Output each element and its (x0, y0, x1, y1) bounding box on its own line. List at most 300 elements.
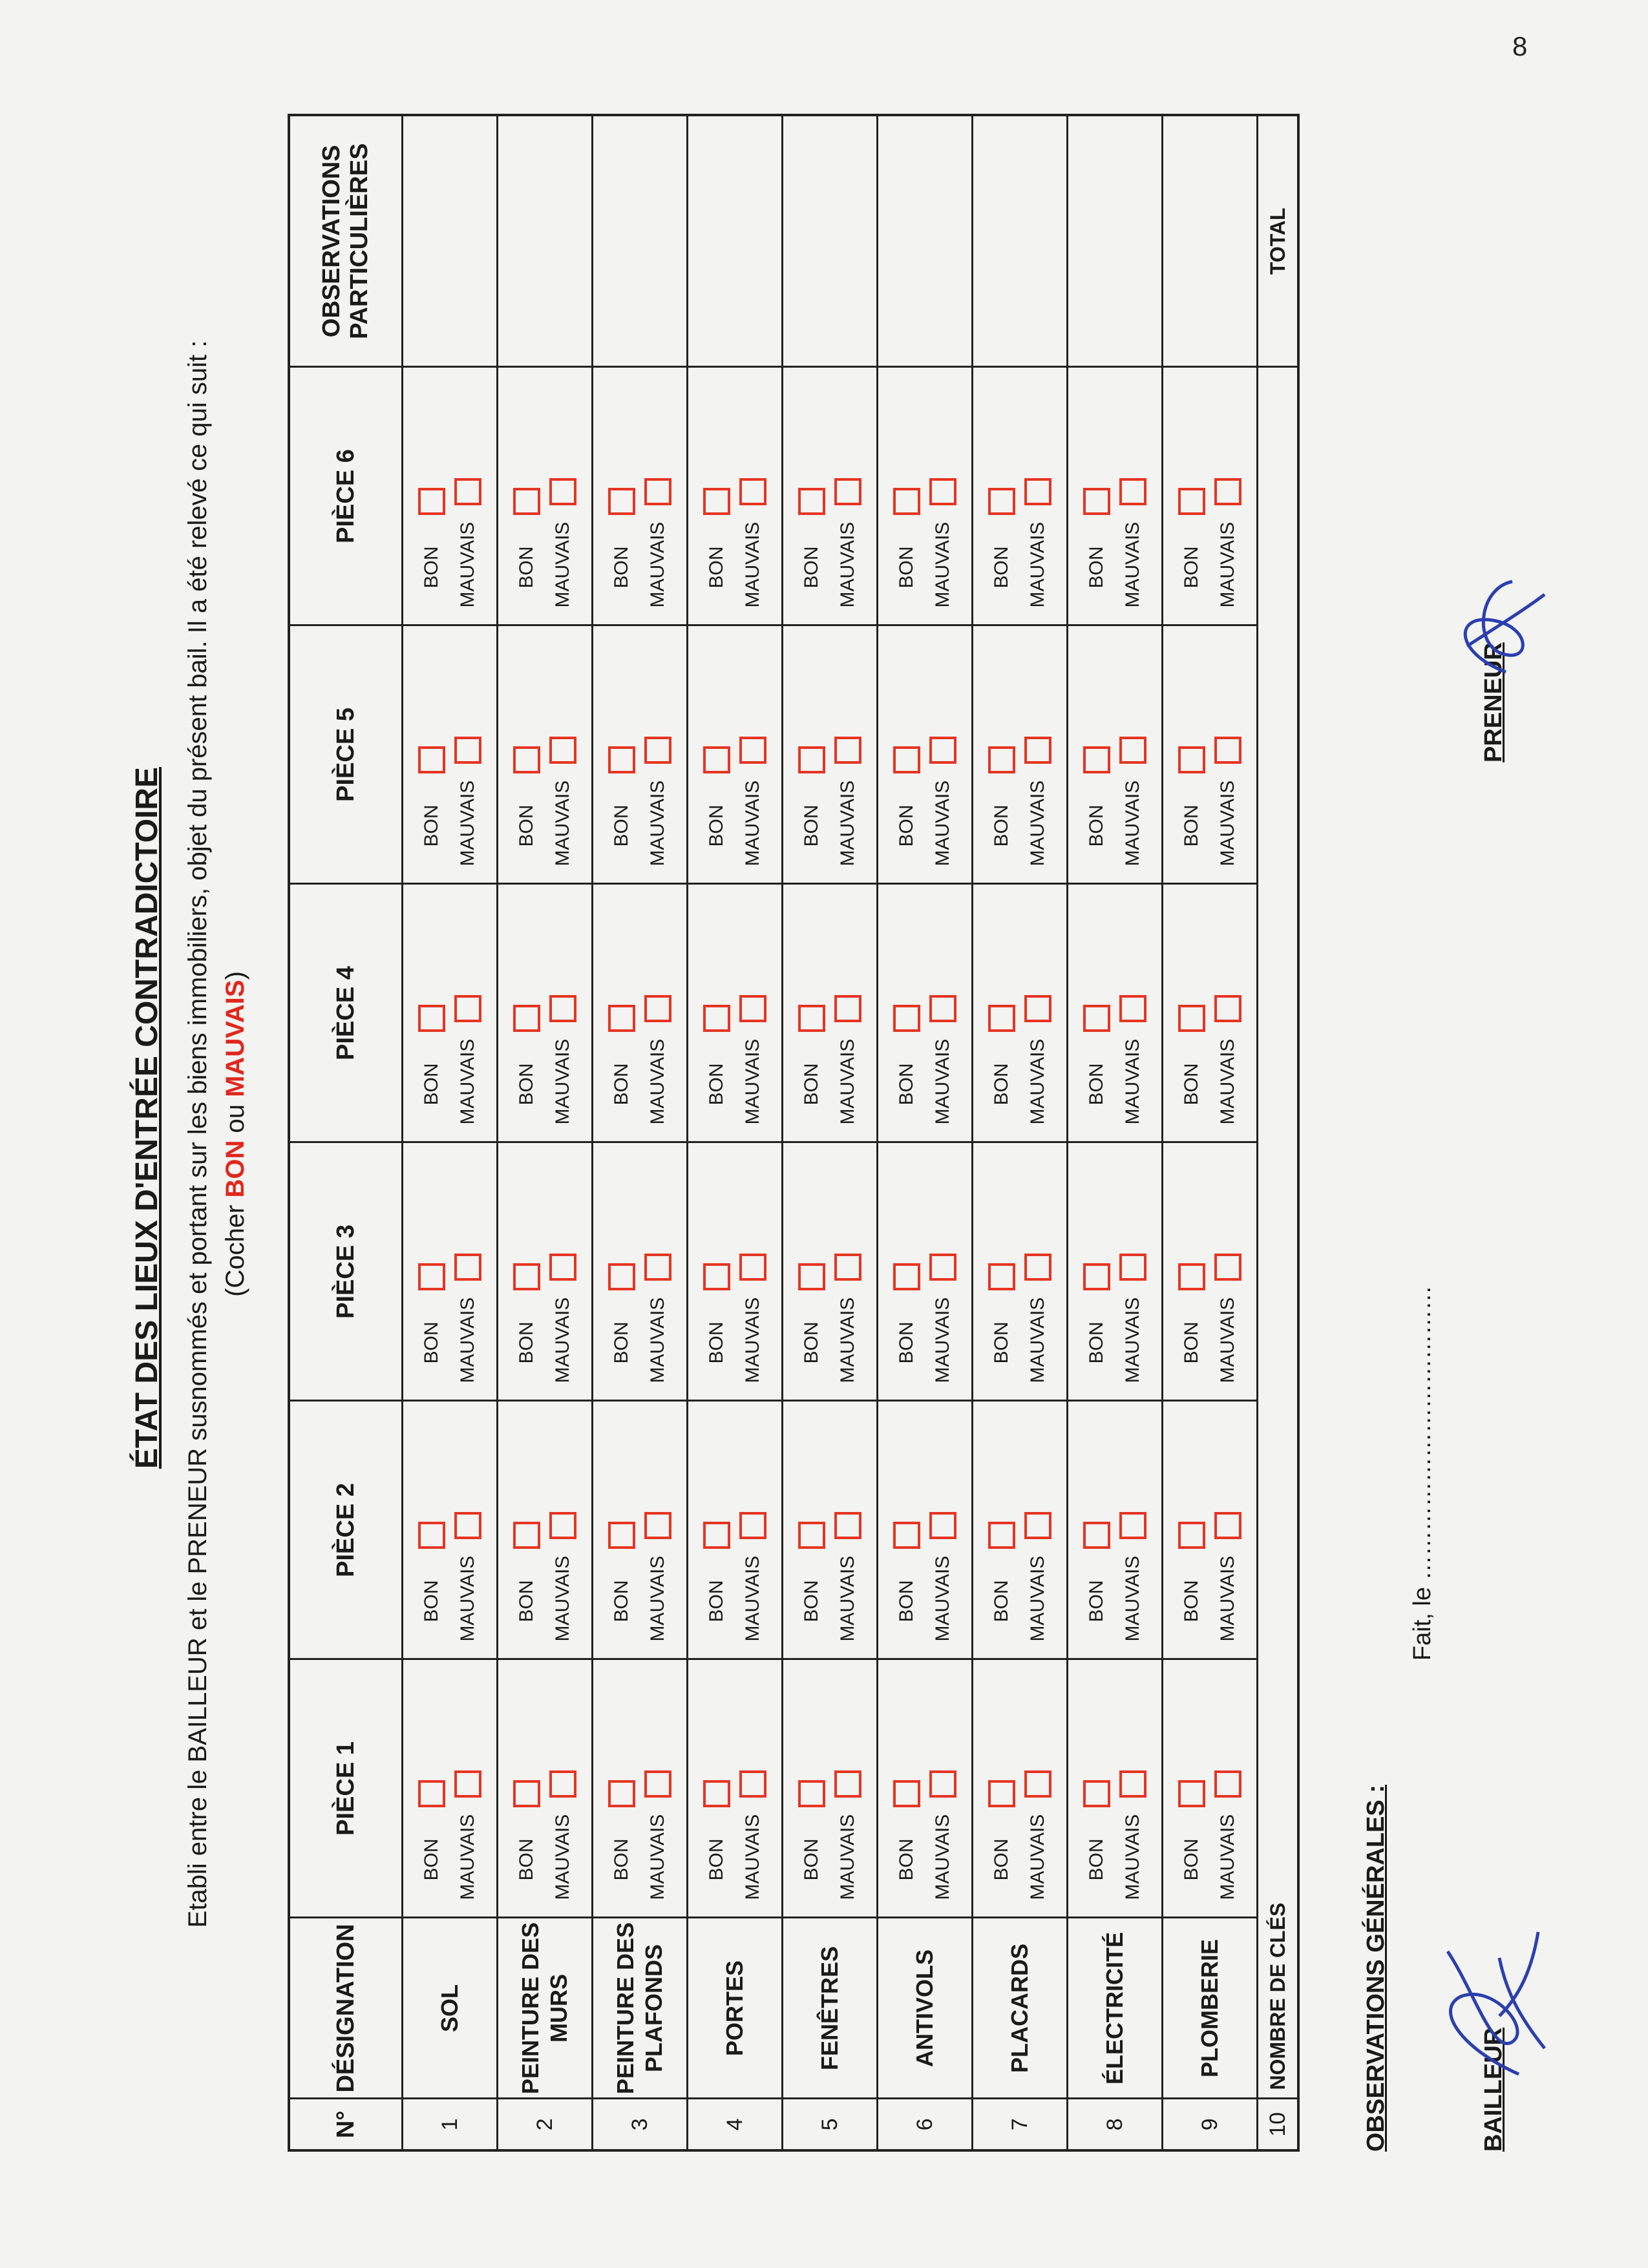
mauvais-option (1020, 1661, 1056, 1917)
bon-option (509, 627, 545, 883)
bon-option (414, 885, 450, 1142)
observations-cell[interactable] (1163, 115, 1258, 367)
piece-5-cell (1068, 625, 1163, 884)
mauvais-option (1210, 885, 1246, 1142)
mauvais-checkbox[interactable] (1214, 995, 1241, 1022)
piece-1-cell (498, 1659, 593, 1918)
bon-checkbox[interactable] (608, 488, 635, 515)
mauvais-label: MAUVAIS (457, 1038, 478, 1125)
piece-5-cell (498, 625, 593, 884)
bon-label: BON (611, 1063, 632, 1106)
bon-checkbox[interactable] (893, 1263, 920, 1290)
bon-checkbox[interactable] (1083, 1522, 1110, 1549)
instruction-prefix: (Cocher (221, 1204, 249, 1297)
bon-checkbox[interactable] (988, 746, 1015, 773)
mauvais-checkbox[interactable] (549, 995, 576, 1022)
bon-label: BON (801, 1063, 822, 1106)
bon-option (699, 627, 735, 883)
mauvais-label: MAUVAIS (552, 1814, 573, 1900)
mauvais-label: MAUVAIS (742, 1555, 763, 1642)
bon-label: BON (1181, 546, 1202, 589)
mauvais-label: MAUVAIS (1122, 1297, 1143, 1383)
bon-checkbox[interactable] (988, 1522, 1015, 1549)
bon-option (604, 1661, 640, 1917)
bon-checkbox[interactable] (513, 1263, 540, 1290)
row-number: 8 (1068, 2099, 1163, 2150)
mauvais-label: MAUVAIS (1217, 1814, 1238, 1900)
keys-row-label: NOMBRE DE CLÉS (1258, 367, 1299, 2099)
mauvais-checkbox[interactable] (1119, 1512, 1146, 1539)
mauvais-option (735, 1661, 771, 1917)
bon-option (699, 1661, 735, 1917)
mauvais-checkbox[interactable] (1119, 995, 1146, 1022)
bon-option (1174, 368, 1210, 625)
table-row (1068, 115, 1163, 2150)
bon-checkbox[interactable] (513, 1005, 540, 1032)
mauvais-checkbox[interactable] (454, 737, 481, 764)
bon-option (889, 1144, 925, 1400)
mauvais-checkbox[interactable] (929, 1254, 956, 1281)
mauvais-checkbox[interactable] (1024, 1770, 1051, 1798)
mauvais-label: MAUVAIS (457, 521, 478, 608)
bon-label: BON (896, 1838, 917, 1881)
mauvais-option (1115, 368, 1151, 625)
bon-checkbox[interactable] (1178, 488, 1205, 515)
bon-checkbox[interactable] (703, 1522, 730, 1549)
bon-option (414, 627, 450, 883)
mauvais-checkbox[interactable] (1024, 1254, 1051, 1281)
instruction-mauvais: MAUVAIS (221, 980, 249, 1097)
bon-checkbox[interactable] (608, 1005, 635, 1032)
bon-checkbox[interactable] (893, 1780, 920, 1807)
mauvais-checkbox[interactable] (1214, 1512, 1241, 1539)
bon-label: BON (421, 1838, 442, 1881)
mauvais-option (735, 627, 771, 883)
mauvais-label: MAUVAIS (932, 1297, 953, 1383)
mauvais-label: MAUVAIS (837, 1038, 858, 1125)
mauvais-label: MAUVAIS (552, 780, 573, 866)
mauvais-checkbox[interactable] (739, 995, 766, 1022)
mauvais-option (1115, 1402, 1151, 1659)
mauvais-checkbox[interactable] (1024, 995, 1051, 1022)
row-number: 1 (403, 2099, 498, 2150)
mauvais-label: MAUVAIS (932, 1038, 953, 1125)
row-designation: PEINTURE DES MURS (498, 1918, 593, 2099)
bon-label: BON (991, 804, 1012, 847)
header-num: N° (289, 2099, 403, 2150)
bon-option (699, 885, 735, 1142)
mauvais-checkbox[interactable] (834, 1512, 861, 1539)
bon-checkbox[interactable] (893, 746, 920, 773)
bon-label: BON (801, 546, 822, 589)
mauvais-checkbox[interactable] (1119, 1254, 1146, 1281)
piece-6-cell (783, 367, 878, 625)
row-designation: PLACARDS (973, 1918, 1068, 2099)
bon-checkbox[interactable] (1083, 1005, 1110, 1032)
bon-label: BON (611, 804, 632, 847)
piece-4-cell (403, 884, 498, 1142)
row-designation: ANTIVOLS (878, 1918, 973, 2099)
bon-checkbox[interactable] (1083, 1263, 1110, 1290)
bon-checkbox[interactable] (1178, 1263, 1205, 1290)
bon-checkbox[interactable] (798, 746, 825, 773)
bon-checkbox[interactable] (608, 1522, 635, 1549)
table-header-row (289, 115, 403, 2150)
bon-checkbox[interactable] (418, 1522, 445, 1549)
bon-label: BON (421, 1321, 442, 1364)
bon-label: BON (421, 1580, 442, 1622)
mauvais-checkbox[interactable] (549, 737, 576, 764)
piece-3-cell (1163, 1142, 1258, 1401)
mauvais-checkbox[interactable] (644, 995, 671, 1022)
bon-option (794, 627, 830, 883)
piece-6-cell (593, 367, 688, 625)
mauvais-checkbox[interactable] (644, 737, 671, 764)
table-row (973, 115, 1068, 2150)
bon-option (699, 1144, 735, 1400)
mauvais-label: MAUVAIS (742, 521, 763, 608)
mauvais-checkbox[interactable] (454, 1512, 481, 1539)
mauvais-checkbox[interactable] (644, 478, 671, 505)
mauvais-option (830, 1144, 866, 1400)
mauvais-checkbox[interactable] (644, 1254, 671, 1281)
bon-label: BON (706, 804, 727, 847)
bon-option (509, 885, 545, 1142)
bon-checkbox[interactable] (513, 746, 540, 773)
header-piece-1: PIÈCE 1 (289, 1659, 403, 1918)
bon-option (889, 627, 925, 883)
bon-checkbox[interactable] (1083, 488, 1110, 515)
bon-checkbox[interactable] (608, 746, 635, 773)
piece-5-cell (973, 625, 1068, 884)
mauvais-option (830, 885, 866, 1142)
piece-5-cell (593, 625, 688, 884)
mauvais-checkbox[interactable] (929, 1770, 956, 1798)
piece-3-cell (783, 1142, 878, 1401)
bon-option (794, 885, 830, 1142)
bon-checkbox[interactable] (1083, 1780, 1110, 1807)
bon-checkbox[interactable] (418, 1263, 445, 1290)
mauvais-option (830, 627, 866, 883)
bon-checkbox[interactable] (988, 488, 1015, 515)
bon-checkbox[interactable] (798, 1522, 825, 1549)
row-number: 5 (783, 2099, 878, 2150)
mauvais-checkbox[interactable] (644, 1512, 671, 1539)
mauvais-checkbox[interactable] (834, 1254, 861, 1281)
bon-checkbox[interactable] (988, 1005, 1015, 1032)
row-designation: PORTES (688, 1918, 783, 2099)
observations-cell[interactable] (593, 115, 688, 367)
row-number: 6 (878, 2099, 973, 2150)
bon-checkbox[interactable] (893, 1005, 920, 1032)
mauvais-option (1210, 1661, 1246, 1917)
mauvais-option (450, 1661, 486, 1917)
mauvais-label: MAUVAIS (932, 1555, 953, 1642)
bon-label: BON (611, 1321, 632, 1364)
mauvais-checkbox[interactable] (739, 1254, 766, 1281)
bon-label: BON (1086, 546, 1107, 589)
bon-option (604, 627, 640, 883)
bon-checkbox[interactable] (893, 1522, 920, 1549)
header-piece-3: PIÈCE 3 (289, 1142, 403, 1401)
bon-label: BON (896, 1580, 917, 1622)
bon-option (794, 1661, 830, 1917)
mauvais-checkbox[interactable] (549, 1254, 576, 1281)
mauvais-option (450, 627, 486, 883)
bon-label: BON (896, 1063, 917, 1106)
bon-checkbox[interactable] (1083, 746, 1110, 773)
piece-4-cell (1163, 884, 1258, 1142)
bon-checkbox[interactable] (1178, 746, 1205, 773)
bon-checkbox[interactable] (418, 746, 445, 773)
piece-6-cell (403, 367, 498, 625)
mauvais-label: MAUVAIS (1217, 1297, 1238, 1383)
bon-label: BON (991, 1580, 1012, 1622)
bon-option (1079, 368, 1115, 625)
bon-option (889, 1661, 925, 1917)
mauvais-checkbox[interactable] (1024, 1512, 1051, 1539)
header-piece-4: PIÈCE 4 (289, 884, 403, 1142)
piece-2-cell (783, 1401, 878, 1659)
mauvais-label: MAUVAIS (742, 1297, 763, 1383)
bon-checkbox[interactable] (608, 1780, 635, 1807)
row-number: 2 (498, 2099, 593, 2150)
piece-4-cell (783, 884, 878, 1142)
keys-row-num: 10 (1258, 2099, 1299, 2150)
piece-4-cell (498, 884, 593, 1142)
bon-option (509, 1402, 545, 1659)
mauvais-label: MAUVAIS (837, 1555, 858, 1642)
rotated-form (116, 116, 1570, 2152)
mauvais-label: MAUVAIS (647, 780, 668, 866)
page-number: 8 (1512, 31, 1528, 61)
bon-label: BON (991, 1063, 1012, 1106)
bon-label: BON (706, 1580, 727, 1622)
bon-checkbox[interactable] (703, 1263, 730, 1290)
bon-option (509, 368, 545, 625)
mauvais-label: MAUVAIS (742, 1814, 763, 1900)
mauvais-option (640, 885, 676, 1142)
bon-checkbox[interactable] (513, 488, 540, 515)
bon-option (1174, 1661, 1210, 1917)
mauvais-checkbox[interactable] (549, 1512, 576, 1539)
mauvais-option (830, 368, 866, 625)
bon-option (984, 885, 1020, 1142)
bon-checkbox[interactable] (418, 1780, 445, 1807)
bon-checkbox[interactable] (703, 488, 730, 515)
piece-5-cell (688, 625, 783, 884)
mauvais-checkbox[interactable] (1119, 737, 1146, 764)
row-number: 3 (593, 2099, 688, 2150)
bon-option (1174, 627, 1210, 883)
bon-checkbox[interactable] (798, 488, 825, 515)
mauvais-checkbox[interactable] (1119, 1770, 1146, 1798)
instruction-text (221, 116, 250, 2152)
piece-3-cell (498, 1142, 593, 1401)
bon-checkbox[interactable] (1178, 1780, 1205, 1807)
mauvais-option (1020, 885, 1056, 1142)
mauvais-label: MAUVAIS (742, 1038, 763, 1125)
bon-label: BON (801, 1321, 822, 1364)
piece-1-cell (1068, 1659, 1163, 1918)
mauvais-checkbox[interactable] (739, 1512, 766, 1539)
piece-5-cell (403, 625, 498, 884)
intro-text: Etabli entre le BAILLEUR et le PRENEUR susnommés et portant sur les biens immobiliers, objet du présent bail. Il a été relevé ce qui suit : (184, 340, 212, 1928)
table-body (403, 115, 1299, 2150)
piece-6-cell (973, 367, 1068, 625)
bon-checkbox[interactable] (703, 1780, 730, 1807)
bon-option (604, 1144, 640, 1400)
bon-label: BON (896, 804, 917, 847)
bon-option (509, 1144, 545, 1400)
bon-option (604, 1402, 640, 1659)
bon-checkbox[interactable] (798, 1263, 825, 1290)
row-designation: FENÊTRES (783, 1918, 878, 2099)
mauvais-checkbox[interactable] (1214, 1254, 1241, 1281)
mauvais-label: MAUVAIS (932, 1814, 953, 1900)
bon-checkbox[interactable] (513, 1522, 540, 1549)
header-piece-5: PIÈCE 5 (289, 625, 403, 884)
mauvais-label: MAUVAIS (1027, 1038, 1048, 1125)
bon-label: BON (516, 1838, 537, 1881)
mauvais-label: MAUVAIS (1027, 1814, 1048, 1900)
bon-label: BON (801, 1580, 822, 1622)
table-row (688, 115, 783, 2150)
mauvais-checkbox[interactable] (454, 1770, 481, 1798)
mauvais-checkbox[interactable] (834, 737, 861, 764)
piece-5-cell (878, 625, 973, 884)
mauvais-checkbox[interactable] (1119, 478, 1146, 505)
bon-option (984, 1402, 1020, 1659)
mauvais-option (925, 885, 961, 1142)
mauvais-label: MAUVAIS (742, 780, 763, 866)
bon-option (414, 1661, 450, 1917)
mauvais-checkbox[interactable] (1214, 478, 1241, 505)
bon-checkbox[interactable] (988, 1780, 1015, 1807)
bon-checkbox[interactable] (1178, 1005, 1205, 1032)
bon-option (794, 368, 830, 625)
bon-option (1079, 1402, 1115, 1659)
mauvais-checkbox[interactable] (739, 1770, 766, 1798)
mauvais-label: MAUVAIS (1217, 1038, 1238, 1125)
bon-checkbox[interactable] (513, 1780, 540, 1807)
mauvais-checkbox[interactable] (834, 995, 861, 1022)
mauvais-checkbox[interactable] (739, 737, 766, 764)
piece-2-cell (973, 1401, 1068, 1659)
piece-6-cell (498, 367, 593, 625)
piece-1-cell (973, 1659, 1068, 1918)
observations-cell[interactable] (783, 115, 878, 367)
mauvais-option (640, 1402, 676, 1659)
observations-cell[interactable] (403, 115, 498, 367)
bon-checkbox[interactable] (798, 1005, 825, 1032)
mauvais-checkbox[interactable] (929, 995, 956, 1022)
mauvais-label: MAUVAIS (1217, 1555, 1238, 1642)
bon-checkbox[interactable] (1178, 1522, 1205, 1549)
mauvais-option (640, 627, 676, 883)
mauvais-checkbox[interactable] (454, 478, 481, 505)
mauvais-option (640, 368, 676, 625)
bon-label: BON (801, 1838, 822, 1881)
bon-label: BON (801, 804, 822, 847)
piece-2-cell (1163, 1401, 1258, 1659)
observations-cell[interactable] (498, 115, 593, 367)
mauvais-label: MAUVAIS (1122, 780, 1143, 866)
bon-checkbox[interactable] (798, 1780, 825, 1807)
piece-4-cell (593, 884, 688, 1142)
mauvais-option (545, 885, 581, 1142)
piece-1-cell (878, 1659, 973, 1918)
bon-label: BON (1181, 1838, 1202, 1881)
mauvais-label: MAUVAIS (837, 1297, 858, 1383)
mauvais-option (925, 1144, 961, 1400)
mauvais-checkbox[interactable] (739, 478, 766, 505)
piece-6-cell (688, 367, 783, 625)
bon-option (889, 368, 925, 625)
bon-option (1079, 627, 1115, 883)
bon-checkbox[interactable] (703, 746, 730, 773)
observations-cell[interactable] (688, 115, 783, 367)
bon-checkbox[interactable] (988, 1263, 1015, 1290)
mauvais-label: MAUVAIS (1027, 780, 1048, 866)
row-designation: PEINTURE DES PLAFONDS (593, 1918, 688, 2099)
bon-option (604, 368, 640, 625)
mauvais-checkbox[interactable] (454, 1254, 481, 1281)
observations-cell[interactable] (1068, 115, 1163, 367)
mauvais-option (450, 1144, 486, 1400)
piece-3-cell (973, 1142, 1068, 1401)
row-number: 9 (1163, 2099, 1258, 2150)
mauvais-option (450, 1402, 486, 1659)
mauvais-checkbox[interactable] (929, 1512, 956, 1539)
observations-cell[interactable] (878, 115, 973, 367)
bon-option (1174, 885, 1210, 1142)
mauvais-option (1210, 627, 1246, 883)
table-row (783, 115, 878, 2150)
mauvais-checkbox[interactable] (549, 1770, 576, 1798)
mauvais-checkbox[interactable] (1214, 1770, 1241, 1798)
mauvais-label: MAUVAIS (457, 1297, 478, 1383)
mauvais-checkbox[interactable] (1214, 737, 1241, 764)
bon-option (984, 1661, 1020, 1917)
bon-label: BON (1181, 804, 1202, 847)
piece-1-cell (783, 1659, 878, 1918)
bon-checkbox[interactable] (608, 1263, 635, 1290)
observations-cell[interactable] (973, 115, 1068, 367)
mauvais-checkbox[interactable] (549, 478, 576, 505)
bon-label: BON (611, 1838, 632, 1881)
mauvais-checkbox[interactable] (454, 995, 481, 1022)
bon-checkbox[interactable] (893, 488, 920, 515)
bon-label: BON (706, 546, 727, 589)
bon-checkbox[interactable] (703, 1005, 730, 1032)
mauvais-label: MAUVAIS (457, 780, 478, 866)
mauvais-checkbox[interactable] (834, 478, 861, 505)
mauvais-checkbox[interactable] (644, 1770, 671, 1798)
mauvais-checkbox[interactable] (834, 1770, 861, 1798)
mauvais-checkbox[interactable] (929, 737, 956, 764)
row-number: 7 (973, 2099, 1068, 2150)
table-row (403, 115, 498, 2150)
bon-checkbox[interactable] (418, 1005, 445, 1032)
bon-label: BON (1181, 1321, 1202, 1364)
mauvais-checkbox[interactable] (1024, 478, 1051, 505)
piece-6-cell (1163, 367, 1258, 625)
mauvais-checkbox[interactable] (1024, 737, 1051, 764)
bon-checkbox[interactable] (418, 488, 445, 515)
bon-option (984, 368, 1020, 625)
mauvais-checkbox[interactable] (929, 478, 956, 505)
